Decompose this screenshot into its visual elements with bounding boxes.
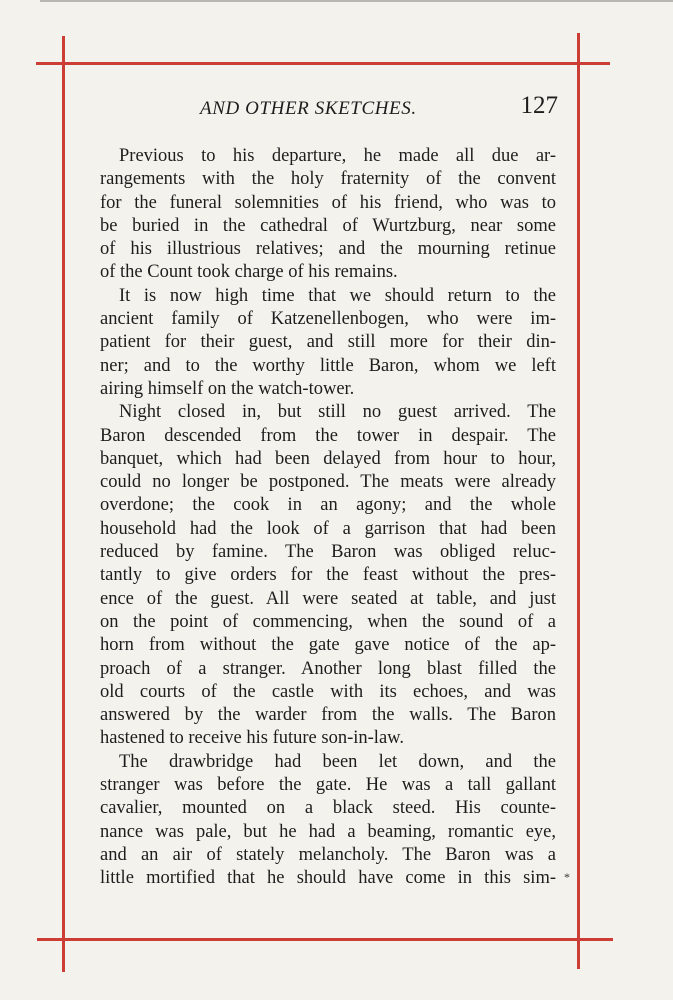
- text-line: ancient family of Katzenellenbogen, who were im-: [100, 309, 556, 330]
- bottom-border-rule: [37, 938, 613, 941]
- text-line: Night closed in, but still no guest arrived. The: [119, 402, 556, 423]
- text-line: hastened to receive his future son-in-law.: [100, 728, 404, 749]
- text-line: rangements with the holy fraternity of the convent: [100, 169, 556, 190]
- running-head: [100, 92, 558, 132]
- text-line: ence of the guest. All were seated at table, and just: [100, 588, 556, 609]
- text-line: household had the look of a garrison that had been: [100, 518, 556, 539]
- ink-speck: *: [564, 870, 570, 884]
- text-line: nance was pale, but he had a beaming, romantic eye,: [100, 821, 556, 842]
- text-line: banquet, which had been delayed from hour to hour,: [100, 448, 556, 469]
- text-line: overdone; the cook in an agony; and the whole: [100, 495, 556, 516]
- text-line: and an air of stately melancholy. The Baron was a: [100, 844, 556, 865]
- page-top-edge: [40, 0, 673, 2]
- text-line: answered by the warder from the walls. The Baron: [100, 705, 556, 726]
- text-line: on the point of commencing, when the sound of a: [100, 611, 556, 632]
- page-number: 127: [520, 92, 558, 119]
- text-line: Previous to his departure, he made all due ar-: [119, 146, 556, 166]
- text-line: The drawbridge had been let down, and the: [119, 751, 556, 772]
- text-line: ner; and to the worthy little Baron, whom we left: [100, 355, 556, 376]
- text-line: of the Count took charge of his remains.: [100, 262, 398, 283]
- text-line: patient for their guest, and still more for their din-: [100, 332, 556, 353]
- text-line: cavalier, mounted on a black steed. His counte-: [100, 798, 556, 819]
- text-line: stranger was before the gate. He was a tall gallant: [100, 775, 556, 796]
- text-line: Baron descended from the tower in despair. The: [100, 425, 556, 446]
- body-text: [100, 145, 556, 891]
- text-line: could no longer be postponed. The meats were already: [100, 472, 556, 493]
- top-border-rule: [36, 62, 610, 65]
- text-line: It is now high time that we should return to the: [119, 285, 556, 306]
- text-line: for the funeral solemnities of his friend, who was to: [100, 192, 556, 213]
- text-line: be buried in the cathedral of Wurtzburg, near some: [100, 215, 556, 236]
- text-line: airing himself on the watch-tower.: [100, 378, 355, 399]
- text-line: proach of a stranger. Another long blast filled the: [100, 658, 556, 679]
- running-title: AND OTHER SKETCHES.: [200, 98, 417, 119]
- text-line: of his illustrious relatives; and the mourning retinue: [100, 239, 556, 260]
- text-line: old courts of the castle with its echoes, and was: [100, 681, 556, 702]
- text-line: little mortified that he should have come in this sim-: [100, 868, 556, 889]
- text-line: reduced by famine. The Baron was obliged reluc-: [100, 542, 556, 563]
- text-line: tantly to give orders for the feast without the pres-: [100, 565, 556, 586]
- left-border-rule: [62, 36, 65, 972]
- right-border-rule: [577, 33, 580, 969]
- text-line: horn from without the gate gave notice of the ap-: [100, 635, 556, 656]
